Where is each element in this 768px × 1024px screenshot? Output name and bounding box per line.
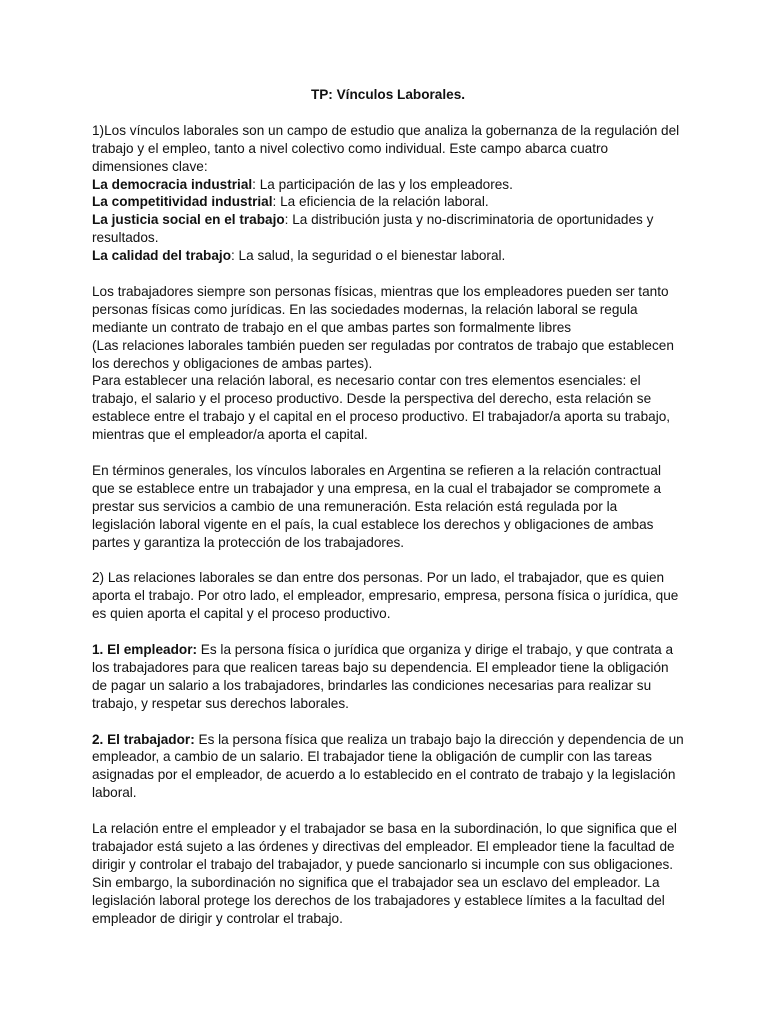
contracts-note: (Las relaciones laborales también pueden ser reguladas por contratos de trabajo que establecen los derechos y obligaciones de ambas partes). <box>92 337 674 371</box>
workers-employers-paragraph: Los trabajadores siempre son personas físicas, mientras que los empleadores pueden ser tanto personas físicas como jurídicas. En las sociedades modernas, la relación laboral se regula mediante un contrato de trabajo en el que ambas partes son formalmente libres <box>92 283 669 335</box>
dimension-term: La democracia industrial <box>92 176 253 192</box>
intro-paragraph: 1)Los vínculos laborales son un campo de estudio que analiza la gobernanza de la regulación del trabajo y el empleo, tanto a nivel colectivo como individual. Este campo abarca cuatro dimensiones clave: <box>92 122 680 174</box>
dimension-item <box>92 176 684 194</box>
worker-paragraph <box>92 731 684 803</box>
subordination-section <box>92 820 684 927</box>
dimension-item <box>92 247 684 265</box>
worker-text: Es la persona física que realiza un trabajo bajo la dirección y dependencia de un empleador, a cambio de un salario. El trabajador tiene la obligación de cumplir con las tareas asignadas por el empleador, de acuerdo a lo establecido en el contrato de trabajo y la legislación laboral. <box>92 731 684 801</box>
essential-elements-paragraph: Para establecer una relación laboral, es necesario contar con tres elementos esenciales: el trabajo, el salario y el proceso productivo. Desde la perspectiva del derecho, esta relación se establece entre el trabajo y el capital en el proceso productivo. El trabajador/a aporta su trabajo, mientras que el empleador/a aporta el capital. <box>92 373 671 443</box>
dimension-term: La justicia social en el trabajo <box>92 212 285 228</box>
dimension-text: : La distribución justa y no-discriminatoria de oportunidades y resultados. <box>92 212 654 246</box>
subordination-paragraph: La relación entre el empleador y el trabajador se basa en la subordinación, lo que significa que el trabajador está sujeto a las órdenes y directivas del empleador. El empleador tiene la facultad de dirigir y controlar el trabajo del trabajador, y puede sancionarlo si incumple con sus obligaciones. <box>92 821 677 872</box>
dimension-text: : La salud, la seguridad o el bienestar laboral. <box>231 248 506 264</box>
intro-section <box>92 122 684 265</box>
legislation-paragraph: Sin embargo, la subordinación no significa que el trabajador sea un esclavo del empleador. La legislación laboral protege los derechos de los trabajadores y establece límites a la facultad del empleador de dirigir y controlar el trabajo. <box>92 874 665 926</box>
dimension-term: La competitividad industrial <box>92 194 273 210</box>
dimension-text: : La participación de las y los empleadores. <box>252 176 513 192</box>
dimension-term: La calidad del trabajo <box>92 248 231 264</box>
workers-employers-section <box>92 283 684 444</box>
document-page <box>92 86 684 945</box>
dimension-item <box>92 211 684 247</box>
parties-paragraph: 2) Las relaciones laborales se dan entre dos personas. Por un lado, el trabajador, que es quien aporta el trabajo. Por otro lado, el empleador, empresario, empresa, persona física o jurídica, que es quien aporta el capital y el proceso productivo. <box>92 570 679 622</box>
employer-label: 1. El empleador: <box>92 642 198 658</box>
worker-label: 2. El trabajador: <box>92 731 195 747</box>
dimension-item <box>92 193 684 211</box>
document-title: TP: Vínculos Laborales. <box>310 87 466 102</box>
dimension-text: : La eficiencia de la relación laboral. <box>272 194 489 210</box>
argentina-paragraph: En términos generales, los vínculos laborales en Argentina se refieren a la relación contractual que se establece entre un trabajador y una empresa, en la cual el trabajador se compromete a prestar sus servicios a cambio de una remuneración. Esta relación está regulada por la legislación laboral vigente en el país, la cual establece los derechos y obligaciones de ambas partes y garantiza la protección de los trabajadores. <box>92 462 662 550</box>
employer-paragraph <box>92 641 684 713</box>
employer-text: Es la persona física o jurídica que organiza y dirige el trabajo, y que contrata a los trabajadores para que realicen tareas bajo su dependencia. El empleador tiene la obligación de pagar un salario a los trabajadores, brindarles las condiciones necesarias para realizar su trabajo, y respetar sus derechos laborales. <box>92 642 674 711</box>
